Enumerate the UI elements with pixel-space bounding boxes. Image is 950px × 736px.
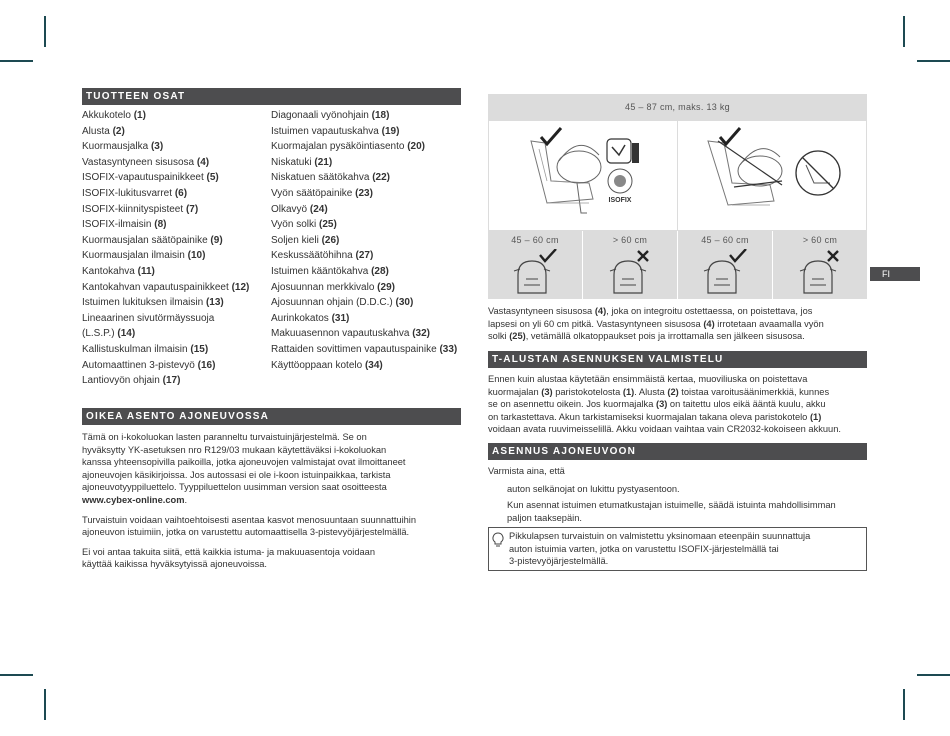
part-item xyxy=(271,248,466,264)
part-name: Kuormajalan pysäköintiasento xyxy=(271,141,405,153)
part-item xyxy=(82,108,267,124)
part-name: Niskatuki xyxy=(271,156,312,168)
part-name: Rattaiden sovittimen vapautuspainike xyxy=(271,343,437,355)
part-item xyxy=(82,311,267,342)
figure-size-label: 45 – 87 cm, maks. 13 kg xyxy=(625,102,730,112)
text-line: kanssa yhteensopivilla paikoilla, jotka ajoneuvojen valmistajat ovat ilmoittaneet xyxy=(82,457,406,468)
part-number: (1) xyxy=(622,386,635,397)
part-name: Istuimen vapautuskahva xyxy=(271,125,379,137)
part-number: (25) xyxy=(509,331,526,342)
part-item xyxy=(82,358,267,374)
size-label: 45 – 60 cm xyxy=(701,235,749,245)
part-name: Keskussäätöhihna xyxy=(271,250,353,262)
part-item xyxy=(271,295,466,311)
car-seat-belt-illustration xyxy=(678,121,866,230)
part-item xyxy=(271,186,466,202)
part-number: (29) xyxy=(377,281,395,293)
installation-figure xyxy=(488,94,867,299)
crop-mark xyxy=(0,674,33,676)
text-line: . xyxy=(184,494,188,505)
crop-mark xyxy=(917,674,950,676)
website-link[interactable]: www.cybex-online.com xyxy=(82,494,185,505)
section-header-oikea-asento: OIKEA ASENTO AJONEUVOSSA xyxy=(82,408,461,425)
asennus-bullet xyxy=(507,499,882,524)
text-line: . Alusta xyxy=(634,386,668,397)
part-item xyxy=(82,124,267,140)
part-name: Kuormausjalka xyxy=(82,141,149,153)
part-number: (17) xyxy=(162,375,181,387)
part-number: (21) xyxy=(314,156,333,168)
text-line: Ei voi antaa takuita siitä, että kaikkia istuma- ja makuuasentoja voidaan xyxy=(82,546,376,557)
part-name: ISOFIX-lukitusvarret xyxy=(82,187,173,199)
part-item xyxy=(271,217,466,233)
text-line: ajoneuvojen käsikirjoissa. Jos autossasi ei ole i-koon istuinpaikkaa, tarkista xyxy=(82,469,391,480)
part-number: (4) xyxy=(594,306,607,316)
text-line: on tarkastettava. Akun tarkistamiseksi kuormajalan takana oleva paristokotelo xyxy=(488,411,810,422)
check-icon xyxy=(540,249,556,261)
text-line: käyttää kaikissa hyväksytyissä ajoneuvoissa. xyxy=(82,559,267,570)
asennus-intro: Varmista aina, että xyxy=(488,466,565,476)
crop-mark xyxy=(903,16,905,47)
part-name: ISOFIX-kiinnityspisteet xyxy=(82,203,184,215)
part-number: (20) xyxy=(407,141,425,153)
part-number: (3) xyxy=(655,399,668,410)
part-item xyxy=(271,155,466,171)
part-item xyxy=(82,373,267,389)
cross-icon xyxy=(638,251,648,261)
text-line: ajoneuvon istuimiin, jotka on varustettu automaattisella 3-pistevyöjärjestelmällä. xyxy=(82,527,410,538)
part-number: (8) xyxy=(154,219,167,231)
text-line: irrotetaan avaamalla vyön xyxy=(714,318,824,329)
text-line: ajoneuvotyyppiluettelo. Tyyppiluettelon uusimman version saat osoitteesta xyxy=(82,482,387,493)
text-line: , joka on integroitu ostettaessa, on poistettava, jos xyxy=(606,306,813,316)
text-line: Ennen kuin alustaa käytetään ensimmäistä kertaa, muoviliuska on poistettava xyxy=(488,374,808,384)
part-item xyxy=(82,155,267,171)
part-number: (12) xyxy=(231,281,250,293)
part-name: Kallistuskulman ilmaisin xyxy=(82,343,188,355)
newborn-insert-with-cross-icon xyxy=(796,249,846,297)
part-item xyxy=(271,358,466,374)
text-line: Turvaistuin voidaan vaihtoehtoisesti asentaa kasvot menosuuntaan suunnattuihin xyxy=(82,514,417,525)
part-name: Ajosuunnan merkkivalo xyxy=(271,281,375,293)
part-item xyxy=(271,311,466,327)
paragraph xyxy=(82,514,467,539)
text-line: hyväksytty YK-asetuksen nro R129/03 mukaan käytettäväksi i-kokoluokan xyxy=(82,444,387,455)
part-name: (L.S.P.) xyxy=(82,328,115,340)
part-item xyxy=(271,139,466,155)
part-number: (15) xyxy=(190,343,209,355)
part-number: (3) xyxy=(541,386,553,397)
parts-list-left xyxy=(82,108,267,389)
newborn-insert-with-check-icon xyxy=(700,249,750,297)
part-name: Diagonaali vyönohjain xyxy=(271,110,369,121)
part-name: Kantokahva xyxy=(82,265,135,277)
text-line: toistaa varoitusäänimerkkiä, kunnes xyxy=(678,386,830,397)
part-number: (28) xyxy=(371,265,389,277)
part-name: Istuimen lukituksen ilmaisin xyxy=(82,297,204,309)
part-name: Aurinkokatos xyxy=(271,312,329,324)
section-header-tuotteen-osat: TUOTTEEN OSAT xyxy=(82,88,461,105)
part-number: (33) xyxy=(439,343,458,355)
part-number: (13) xyxy=(205,297,224,309)
text-line: voidaan avata ruuvimeisselillä. Akku voidaan vaihtaa vain CR2032-kokoiseen akkuun. xyxy=(488,424,841,435)
part-item xyxy=(271,124,466,140)
part-item xyxy=(82,264,267,280)
part-number: (25) xyxy=(319,219,337,231)
t-alustan-text xyxy=(488,373,883,436)
part-name: Vastasyntyneen sisusosa xyxy=(82,156,195,168)
part-item xyxy=(82,248,267,264)
part-number: (14) xyxy=(117,328,136,340)
part-item xyxy=(271,280,466,296)
note-text xyxy=(509,530,810,568)
newborn-insert-with-check-icon xyxy=(510,249,560,297)
part-name: Automaattinen 3-pistevyö xyxy=(82,359,195,371)
newborn-insert-with-cross-icon xyxy=(606,249,656,297)
text-line: Kun asennat istuimen etumatkustajan istuimelle, säädä istuinta mahdollisimman xyxy=(507,500,836,510)
crop-mark xyxy=(44,689,46,720)
part-name: Lineaarinen sivutörmäyssuoja xyxy=(82,312,215,324)
part-number: (5) xyxy=(206,172,219,184)
text-line: Vastasyntyneen sisusosa xyxy=(488,306,595,316)
crop-mark xyxy=(903,689,905,720)
part-number: (31) xyxy=(331,312,350,324)
part-name: Käyttöoppaan kotelo xyxy=(271,359,363,371)
part-number: (18) xyxy=(371,110,390,121)
part-name: Soljen kieli xyxy=(271,234,319,246)
part-number: (10) xyxy=(187,250,206,262)
part-item xyxy=(271,342,466,358)
part-name: Istuimen kääntökahva xyxy=(271,265,369,277)
crop-mark xyxy=(917,60,950,62)
section-header-asennus: ASENNUS AJONEUVOON xyxy=(488,443,867,460)
cross-icon xyxy=(828,251,838,261)
crop-mark xyxy=(44,16,46,47)
text-line: auton istuimia varten, jotka on varustettu ISOFIX-järjestelmällä tai xyxy=(509,543,779,554)
part-number: (11) xyxy=(137,265,155,277)
no-airbag-icon xyxy=(796,151,840,195)
part-name: Vyön solki xyxy=(271,219,317,231)
size-label: > 60 cm xyxy=(612,235,648,245)
part-item xyxy=(82,186,267,202)
lightbulb-icon xyxy=(492,532,504,548)
text-line: solki xyxy=(488,331,510,342)
part-item xyxy=(82,233,267,249)
text-line: 3-pistevyöjärjestelmällä. xyxy=(509,556,609,567)
part-number: (19) xyxy=(381,125,400,137)
part-number: (30) xyxy=(395,297,414,309)
part-item xyxy=(271,108,466,124)
text-line: , vetämällä olkatoppaukset pois ja irrottamalla sen jälkeen sisusosa. xyxy=(525,331,805,342)
part-name: Kuormausjalan ilmaisin xyxy=(82,250,185,262)
part-number: (2) xyxy=(112,125,125,137)
note-box xyxy=(488,527,867,571)
check-icon xyxy=(730,249,746,261)
oikea-asento-text xyxy=(82,431,467,578)
part-item xyxy=(271,170,466,186)
part-number: (23) xyxy=(355,187,373,199)
crop-mark xyxy=(0,60,33,62)
part-number: (26) xyxy=(321,234,340,246)
part-item xyxy=(271,233,466,249)
text-line: paljon taaksepäin. xyxy=(507,512,582,523)
svg-text:ISOFIX: ISOFIX xyxy=(608,197,632,204)
parts-list-right xyxy=(271,108,466,373)
part-item xyxy=(271,202,466,218)
part-number: (32) xyxy=(412,328,431,340)
text-line: Tämä on i-kokoluokan lasten paranneltu turvaistuinjärjestelmä. Se on xyxy=(82,432,367,442)
part-number: (34) xyxy=(364,359,383,371)
part-name: ISOFIX-vapautuspainikkeet xyxy=(82,172,204,184)
part-item xyxy=(82,217,267,233)
part-name: Lantiovyön ohjain xyxy=(82,375,160,387)
text-line: se on asennettu oikein. Jos kuormajalka xyxy=(488,399,656,410)
part-item xyxy=(82,170,267,186)
part-name: Alusta xyxy=(82,125,110,137)
part-name: Olkavyö xyxy=(271,203,308,215)
text-line: on taitettu ulos eikä ääntä kuulu, akku xyxy=(667,399,826,410)
part-number: (22) xyxy=(372,172,390,184)
part-number: (2) xyxy=(667,386,679,397)
paragraph xyxy=(82,546,467,571)
part-item xyxy=(82,295,267,311)
part-number: (3) xyxy=(150,141,164,153)
paragraph xyxy=(82,431,467,507)
part-name: ISOFIX-ilmaisin xyxy=(82,219,152,231)
part-item xyxy=(82,342,267,358)
part-name: Ajosuunnan ohjain (D.D.C.) xyxy=(271,297,393,309)
part-number: (1) xyxy=(809,411,822,422)
part-number: (4) xyxy=(196,156,210,168)
part-name: Niskatuen säätökahva xyxy=(271,172,370,184)
part-item xyxy=(82,139,267,155)
text-line: kuormajalan xyxy=(488,386,542,397)
part-number: (6) xyxy=(174,187,188,199)
newborn-insert-text xyxy=(488,305,878,343)
part-number: (9) xyxy=(210,234,223,246)
part-number: (24) xyxy=(309,203,328,215)
language-tab: FI xyxy=(870,267,920,281)
part-item xyxy=(271,264,466,280)
part-number: (27) xyxy=(355,250,374,262)
part-number: (1) xyxy=(133,110,146,121)
part-item xyxy=(82,280,267,296)
part-name: Kantokahvan vapautuspainikkeet xyxy=(82,281,229,293)
part-number: (4) xyxy=(703,318,715,329)
part-item xyxy=(271,326,466,342)
size-label: > 60 cm xyxy=(802,235,838,245)
text-line: paristokotelosta xyxy=(552,386,623,397)
part-name: Akkukotelo xyxy=(82,110,131,121)
part-name: Makuuasennon vapautuskahva xyxy=(271,328,410,340)
size-label: 45 – 60 cm xyxy=(511,235,559,245)
text-line: lapsesi on yli 60 cm pitkä. Vastasyntyneen sisusosa xyxy=(488,318,704,329)
part-name: Kuormausjalan säätöpainike xyxy=(82,234,208,246)
part-item xyxy=(82,202,267,218)
section-header-t-alustan: T-ALUSTAN ASENNUKSEN VALMISTELU xyxy=(488,351,867,368)
part-number: (7) xyxy=(185,203,199,215)
asennus-bullet: auton selkänojat on lukittu pystyasentoon. xyxy=(507,484,680,494)
car-seat-isofix-illustration xyxy=(489,121,677,230)
text-line: Pikkulapsen turvaistuin on valmistettu yksinomaan eteenpäin suunnattuja xyxy=(509,531,811,541)
part-name: Vyön säätöpainike xyxy=(271,187,353,199)
part-number: (16) xyxy=(197,359,216,371)
